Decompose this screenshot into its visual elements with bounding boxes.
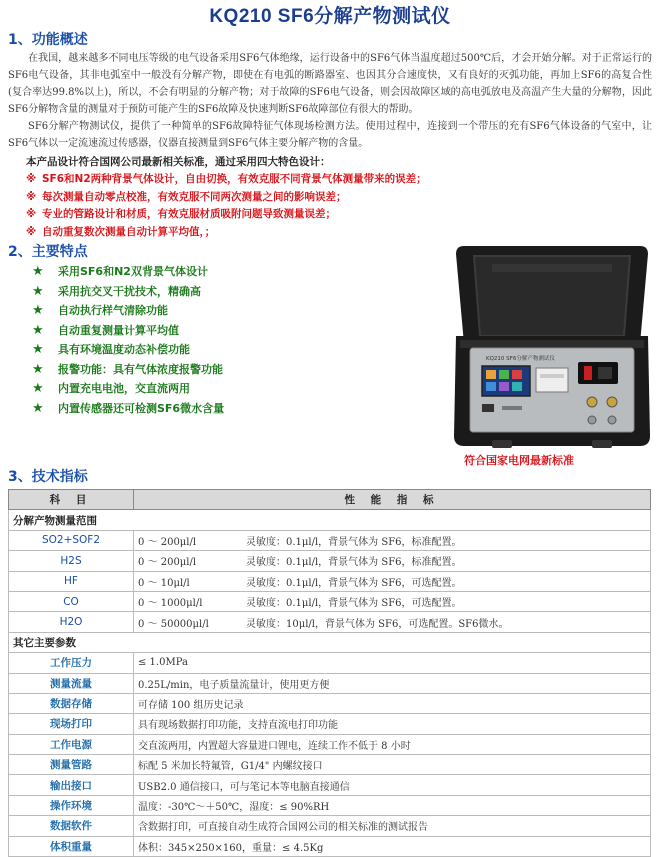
note-marker-icon: ※	[26, 225, 37, 238]
gas-row	[9, 612, 651, 632]
note-text: 自动重复数次测量自动计算平均值，；	[42, 225, 216, 238]
star-icon: ★	[32, 264, 44, 279]
param-row	[9, 653, 651, 673]
product-photo	[452, 240, 652, 468]
feature-text: 具有环境温度动态补偿功能	[58, 343, 190, 356]
note-marker-icon: ※	[26, 173, 37, 185]
design-note	[26, 171, 440, 189]
group-label-decomposition: 分解产物测量范围	[9, 510, 651, 530]
param-row	[9, 775, 651, 795]
param-row	[9, 693, 651, 713]
feature-item	[32, 262, 440, 282]
design-note	[26, 224, 440, 242]
product-caption: 符合国家电网最新标准	[464, 454, 574, 467]
star-icon: ★	[32, 400, 44, 416]
gas-row	[9, 591, 651, 611]
note-text: 专业的管路设计和材质，有效克服材质吸附问题导致测量误差；	[42, 208, 336, 220]
gas-desc: 灵敏度：0.1μl/l，背景气体为 SF6，标准配置。	[246, 557, 462, 569]
param-row	[9, 673, 651, 693]
param-name: 测量流量	[9, 673, 134, 693]
page-title: KQ210 SF6分解产物测试仪	[209, 6, 451, 27]
param-value: 体积：345×250×160，重量：≤ 4.5Kg	[134, 836, 651, 856]
feature-item	[32, 340, 440, 360]
param-row	[9, 755, 651, 775]
gas-spec	[134, 530, 651, 550]
star-icon: ★	[32, 322, 44, 338]
star-icon: ★	[32, 361, 44, 377]
param-value: ≤ 1.0MPa	[134, 653, 651, 673]
panel-label: KQ210 SF6分解产物测试仪	[486, 356, 555, 362]
param-value: USB2.0 通信接口，可与笔记本等电脑直接通信	[134, 775, 651, 795]
gas-name: SO2+SOF2	[9, 530, 134, 550]
param-name: 体积重量	[9, 836, 134, 856]
param-value: 0.25L/min，电子质量流量计，使用更方便	[134, 673, 651, 693]
feature-item	[32, 399, 440, 419]
section-title-features: 2、主要特点	[8, 244, 88, 260]
param-value: 标配 5 米加长特氟管，G1/4" 内螺纹接口	[134, 755, 651, 775]
param-name: 现场打印	[9, 714, 134, 734]
feature-text: 内置充电电池，交直流两用	[58, 382, 190, 395]
gas-spec	[134, 551, 651, 571]
spec-table	[8, 489, 651, 857]
spec-table-header	[9, 490, 651, 510]
gas-spec	[134, 571, 651, 591]
gas-desc: 灵敏度：0.1μl/l，背景气体为 SF6，标准配置。	[246, 536, 462, 548]
group-label-other: 其它主要参数	[9, 632, 651, 652]
feature-text: 自动执行样气清除功能	[58, 304, 168, 317]
design-notes-list	[0, 171, 440, 241]
gas-range: 0 ～ 50000μl/l	[138, 618, 209, 630]
feature-item	[32, 321, 440, 341]
star-icon: ★	[32, 342, 44, 357]
features-list	[0, 262, 440, 418]
star-icon: ★	[32, 381, 44, 396]
features-column	[0, 154, 440, 418]
section-title-overview: 1、功能概述	[8, 32, 88, 48]
note-text: 每次测量自动零点校准，有效克服不同两次测量之间的影响误差；	[42, 190, 347, 203]
param-name: 工作电源	[9, 734, 134, 754]
feature-item	[32, 301, 440, 321]
feature-text: 内置传感器还可检测SF6微水含量	[58, 401, 225, 415]
param-name: 操作环境	[9, 795, 134, 815]
param-value: 温度：-30℃～＋50℃，湿度：≤ 90%RH	[134, 795, 651, 815]
star-icon: ★	[32, 283, 44, 299]
feature-text: 采用抗交叉干扰技术，精确高	[58, 284, 201, 298]
design-note	[26, 189, 440, 207]
gas-spec	[134, 591, 651, 611]
gas-range: 0 ～ 10μl/l	[138, 577, 190, 589]
gas-range: 0 ～ 200μl/l	[138, 536, 197, 548]
gas-row	[9, 530, 651, 550]
gas-desc: 灵敏度：10μl/l，背景气体为 SF6，可选配置。SF6微水。	[246, 618, 509, 630]
gas-name: H2O	[9, 612, 134, 632]
param-name: 数据存储	[9, 693, 134, 713]
param-value: 具有现场数据打印功能，支持直流电打印功能	[134, 714, 651, 734]
group-row-decomposition	[9, 510, 651, 530]
param-row	[9, 714, 651, 734]
feature-item	[32, 360, 440, 380]
param-row	[9, 836, 651, 856]
param-row	[9, 816, 651, 836]
gas-name: H2S	[9, 551, 134, 571]
gas-desc: 灵敏度：0.1μl/l，背景气体为 SF6，可选配置。	[246, 577, 462, 589]
star-icon: ★	[32, 303, 44, 318]
feature-text: 自动重复测量计算平均值	[58, 323, 179, 337]
feature-item	[32, 282, 440, 302]
overview-paragraph-1: 在我国，越来越多不同电压等级的电气设备采用SF6气体绝缘，运行设备中的SF6气体当温度超过500℃后，才会开始分解。对于正常运行的SF6电气设备，其非电弧室中一般没有分解产物，即使在有电弧的断路器室、也因其分合速度快，又有良好的灭弧功能，再加上SF6的高复合性(复合率达99.8%以上)，所以，不会有明显的分解产物；对于故障的SF6电气设备，则会因故障区域的高电弧放电及高温产生大量的分解物，因此SF6分解物含量的测量对于预防可能产生的SF6故障及快速判断SF6故障部位有很大的帮助。	[8, 53, 652, 115]
feature-item	[32, 379, 440, 399]
features-intro: 本产品设计符合国网公司最新相关标准，通过采用四大特色设计：	[26, 156, 331, 168]
gas-desc: 灵敏度：0.1μl/l，背景气体为 SF6，可选配置。	[246, 598, 462, 610]
gas-range: 0 ～ 200μl/l	[138, 557, 197, 569]
design-note	[26, 206, 440, 224]
param-name: 测量管路	[9, 755, 134, 775]
feature-text: 采用SF6和N2双背景气体设计	[58, 265, 208, 278]
gas-row	[9, 571, 651, 591]
param-name: 工作压力	[9, 653, 134, 673]
header-subject: 科 目	[9, 490, 134, 510]
feature-text: 报警功能：具有气体浓度报警功能	[58, 362, 223, 376]
note-text: SF6和N2两种背景气体设计，自由切换，有效克服不同背景气体测量带来的误差；	[42, 173, 427, 185]
param-name: 输出接口	[9, 775, 134, 795]
note-marker-icon: ※	[26, 190, 37, 203]
param-row	[9, 734, 651, 754]
gas-spec	[134, 612, 651, 632]
header-performance: 性 能 指 标	[134, 490, 651, 510]
param-row	[9, 795, 651, 815]
section-title-specs: 3、技术指标	[8, 469, 88, 485]
group-row-other	[9, 632, 651, 652]
param-name: 数据软件	[9, 816, 134, 836]
overview-paragraph-2: SF6分解产物测试仪，提供了一种简单的SF6故障特征气体现场检测方法。使用过程中，连接到一个带压的充有SF6气体设备的气室中，让SF6气体以一定流速流过传感器，仪器直接测量到SF6气体主要分解产物的含量。	[8, 121, 652, 149]
gas-name: CO	[9, 591, 134, 611]
gas-row	[9, 551, 651, 571]
param-value: 交直流两用，内置超大容量进口锂电，连续工作不低于 8 小时	[134, 734, 651, 754]
gas-range: 0 ～ 1000μl/l	[138, 598, 203, 610]
param-value: 可存储 100 组历史记录	[134, 693, 651, 713]
note-marker-icon: ※	[26, 208, 37, 220]
param-value: 含数据打印，可直接自动生成符合国网公司的相关标准的测试报告	[134, 816, 651, 836]
gas-name: HF	[9, 571, 134, 591]
